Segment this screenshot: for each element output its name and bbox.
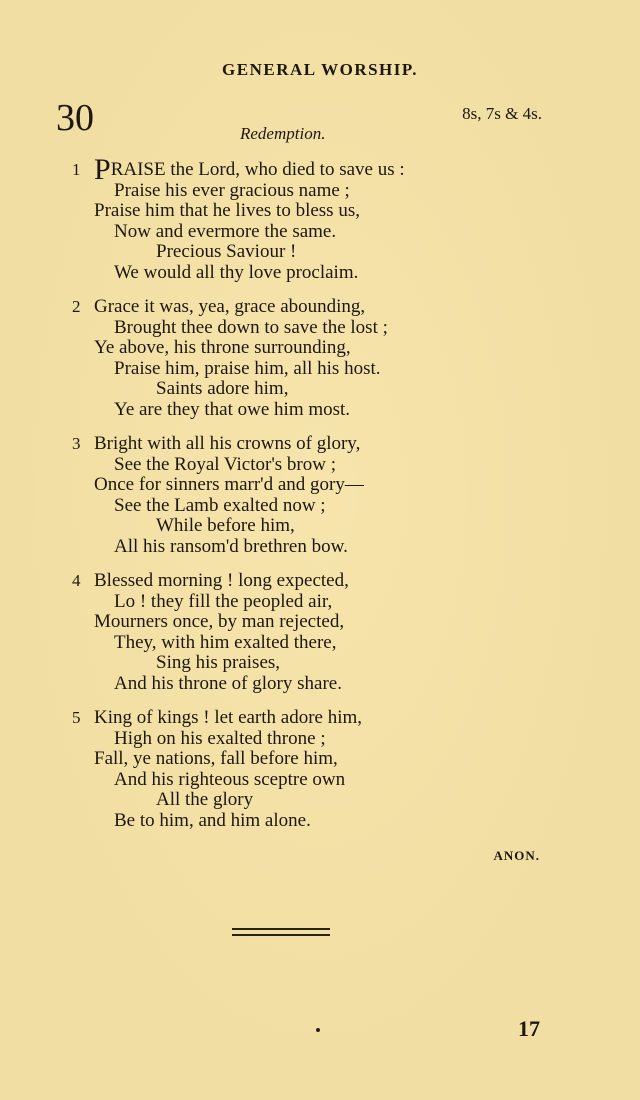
drop-cap: P bbox=[94, 153, 111, 186]
verse-line-rest: RAISE the Lord, who died to save us : bbox=[110, 159, 405, 180]
stanza-number: 4 bbox=[72, 571, 81, 590]
verse-line: And his righteous sceptre own bbox=[114, 768, 346, 790]
verse-line: Praise him, praise him, all his host. bbox=[114, 357, 381, 379]
verse-line: Ye above, his throne surrounding, bbox=[94, 337, 351, 358]
verse-line: Grace it was, yea, grace abounding, bbox=[94, 296, 366, 317]
verse-line: Lo ! they fill the peopled air, bbox=[114, 590, 333, 612]
verse-line-with-drop-cap bbox=[94, 153, 572, 186]
verse-line: Bright with all his crowns of glory, bbox=[94, 433, 361, 454]
stanza-number: 2 bbox=[72, 297, 81, 316]
double-rule-divider bbox=[232, 928, 330, 938]
running-head: GENERAL WORSHIP. bbox=[222, 60, 418, 79]
stanza-number: 1 bbox=[72, 160, 81, 179]
verse-line: See the Royal Victor's brow ; bbox=[114, 453, 336, 475]
verse-line: Praise him that he lives to bless us, bbox=[94, 200, 360, 221]
hymn-stanzas bbox=[72, 153, 572, 845]
verse-line: All his ransom'd brethren bow. bbox=[114, 535, 348, 557]
hymn-subtitle: Redemption. bbox=[240, 124, 326, 143]
page-number: 17 bbox=[518, 1016, 540, 1041]
verse-line: Blessed morning ! long expected, bbox=[94, 570, 349, 591]
verse-line: Brought thee down to save the lost ; bbox=[114, 316, 388, 338]
hymn-meter: 8s, 7s & 4s. bbox=[462, 104, 542, 123]
stanza-number: 5 bbox=[72, 708, 81, 727]
verse-line: Praise his ever gracious name ; bbox=[114, 179, 350, 201]
verse-line: While before him, bbox=[156, 515, 295, 536]
verse-line: Sing his praises, bbox=[156, 652, 281, 673]
verse-line: And his throne of glory share. bbox=[114, 672, 342, 694]
verse-line: Once for sinners marr'd and gory— bbox=[94, 474, 364, 495]
verse-line: Be to him, and him alone. bbox=[114, 809, 311, 831]
verse-line: They, with him exalted there, bbox=[114, 631, 337, 653]
verse-line: We would all thy love proclaim. bbox=[114, 261, 359, 283]
verse-line: Fall, ye nations, fall before him, bbox=[94, 748, 338, 769]
verse-line: Saints adore him, bbox=[156, 378, 289, 399]
verse-line: High on his exalted throne ; bbox=[114, 727, 326, 749]
verse-line: Ye are they that owe him most. bbox=[114, 398, 351, 420]
verse-line: Mourners once, by man rejected, bbox=[94, 611, 345, 632]
stanza bbox=[72, 571, 572, 694]
verse-line: King of kings ! let earth adore him, bbox=[94, 707, 363, 728]
stanza bbox=[72, 153, 572, 283]
stanza-number: 3 bbox=[72, 434, 81, 453]
verse-line: Precious Saviour ! bbox=[156, 241, 297, 262]
verse-line: Now and evermore the same. bbox=[114, 220, 337, 242]
verse-line: See the Lamb exalted now ; bbox=[114, 494, 326, 516]
stanza bbox=[72, 297, 572, 420]
ink-speck bbox=[316, 1028, 320, 1032]
stanza bbox=[72, 434, 572, 557]
hymn-attribution: ANON. bbox=[493, 848, 540, 863]
stanza bbox=[72, 708, 572, 831]
verse-line: All the glory bbox=[156, 789, 254, 810]
hymn-number: 30 bbox=[56, 97, 94, 139]
